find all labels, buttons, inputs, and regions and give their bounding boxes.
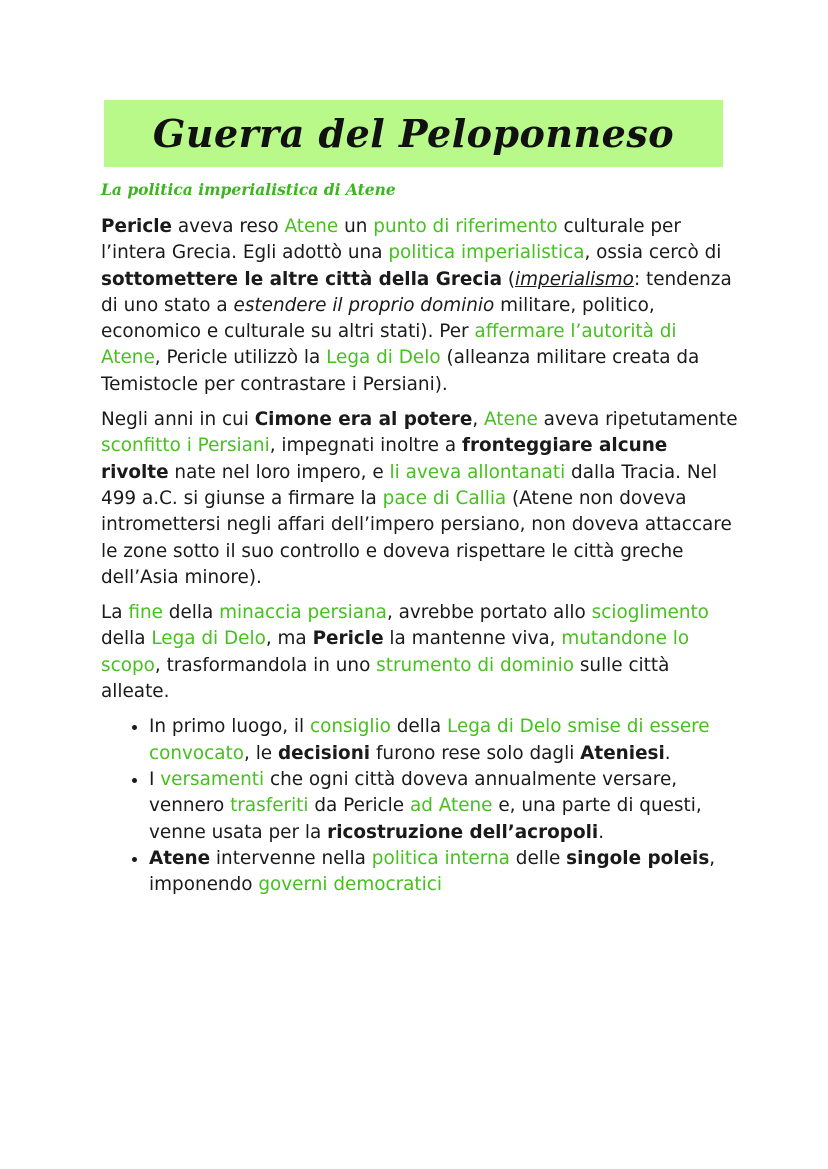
highlight-term: fine bbox=[128, 602, 163, 624]
definition-term: imperialismo bbox=[515, 268, 634, 290]
text-run: dalla Tracia. Nel 499 a.C. si giunse a firmare la bbox=[101, 461, 718, 509]
text-run: e, una parte di questi, venne usata per la bbox=[149, 795, 702, 843]
text-run: . bbox=[664, 742, 671, 764]
bold-term: fronteggiare alcune rivolte bbox=[101, 435, 668, 483]
text-run: un bbox=[338, 216, 374, 237]
bold-term: Atene bbox=[149, 847, 211, 869]
highlight-term: smise di essere convocato bbox=[149, 716, 710, 764]
page-title: Guerra del Peloponneso bbox=[152, 111, 675, 156]
text-run: culturale per l’intera Grecia. Egli adottò una bbox=[101, 216, 681, 264]
text-run: sulle città alleate. bbox=[101, 654, 670, 703]
text-run: , Pericle utilizzò la bbox=[154, 347, 327, 369]
text-run: , imponendo bbox=[149, 847, 716, 896]
text-run: , ma bbox=[265, 628, 313, 650]
text-run: delle bbox=[509, 847, 567, 869]
highlight-term: Lega di Delo bbox=[151, 628, 266, 650]
text-run: La bbox=[101, 602, 129, 624]
highlight-term: minaccia persiana bbox=[219, 602, 387, 624]
highlight-term: pace di Callia bbox=[382, 487, 507, 509]
italic-term: estendere il proprio dominio bbox=[233, 294, 495, 316]
bold-term: Ateniesi bbox=[580, 742, 665, 764]
text-run: (alleanza militare creata da Temistocle per contrastare i Persiani). bbox=[101, 347, 700, 395]
text-run: I bbox=[149, 768, 161, 790]
highlight-term: governi democratici bbox=[258, 874, 442, 896]
highlight-term: affermare l’autorità di Atene bbox=[101, 321, 677, 369]
highlight-term: consiglio bbox=[309, 716, 391, 738]
list-item bbox=[149, 767, 741, 846]
highlight-term: trasferiti bbox=[230, 795, 309, 817]
text-run: intervenne nella bbox=[210, 847, 372, 869]
text-run: , le bbox=[244, 742, 278, 764]
text-run: (Atene non doveva intromettersi negli affari dell’impero persiano, non doveva attaccare le zone sotto il suo controllo e doveva rispettare le città greche dell’Asia minore). bbox=[101, 487, 732, 588]
highlight-term: Lega di Delo bbox=[447, 716, 562, 738]
text-run: , bbox=[472, 409, 485, 431]
list-item bbox=[149, 714, 741, 767]
highlight-term: mutandone lo scopo bbox=[101, 628, 690, 676]
text-run: . bbox=[598, 821, 605, 843]
text-run: , avrebbe portato allo bbox=[386, 602, 592, 624]
text-run: militare, politico, economico e culturale su altri stati). Per bbox=[101, 294, 655, 343]
text-run: , trasformandola in uno bbox=[154, 654, 377, 676]
bold-term: decisioni bbox=[277, 742, 371, 764]
text-run: aveva ripetutamente bbox=[537, 409, 738, 431]
bullet-list bbox=[101, 714, 741, 898]
text-run: In primo luogo, il bbox=[149, 716, 310, 738]
text-run: Negli anni in cui bbox=[101, 409, 255, 431]
bold-term: Pericle bbox=[312, 628, 384, 650]
highlight-term: ad Atene bbox=[409, 795, 493, 817]
highlight-term: politica imperialistica bbox=[388, 242, 585, 264]
highlight-term: scioglimento bbox=[591, 602, 709, 624]
title-banner bbox=[104, 100, 723, 167]
text-run: ( bbox=[501, 268, 516, 290]
bold-term: Cimone era al potere bbox=[254, 409, 473, 431]
highlight-term: Atene bbox=[284, 216, 339, 237]
text-run: aveva reso bbox=[172, 216, 285, 237]
highlight-term: politica interna bbox=[371, 847, 510, 869]
text-run: della bbox=[162, 602, 220, 624]
paragraph-lega bbox=[101, 600, 741, 705]
list-item bbox=[149, 846, 741, 899]
text-run: della bbox=[390, 716, 448, 738]
highlight-term: sconfitto i Persiani bbox=[101, 435, 270, 457]
bold-term: ricostruzione dell’acropoli bbox=[327, 821, 599, 843]
bold-term: singole poleis bbox=[566, 847, 710, 869]
notes-body bbox=[101, 214, 741, 898]
text-run: della bbox=[101, 628, 152, 650]
paragraph-pericle bbox=[101, 214, 741, 398]
section-subtitle: La politica imperialistica di Atene bbox=[101, 180, 396, 199]
bold-term: sottomettere le altre città della Grecia bbox=[101, 268, 502, 290]
highlight-term: strumento di dominio bbox=[376, 654, 574, 676]
text-run: nate nel loro impero, e bbox=[168, 461, 390, 483]
paragraph-cimone bbox=[101, 407, 741, 591]
text-run: furono rese solo dagli bbox=[370, 742, 581, 764]
text-run: da Pericle bbox=[308, 795, 410, 817]
text-run: la mantenne viva, bbox=[383, 628, 562, 650]
highlight-term: punto di riferimento bbox=[373, 216, 558, 237]
highlight-term: Lega di Delo bbox=[326, 347, 441, 369]
highlight-term: Atene bbox=[484, 409, 538, 431]
highlight-term: li aveva allontanati bbox=[389, 461, 566, 483]
highlight-term: versamenti bbox=[160, 768, 265, 790]
text-run: che ogni città doveva annualmente versare, vennero bbox=[149, 768, 678, 817]
text-run: , ossia cercò di bbox=[584, 242, 722, 264]
text-run: : tendenza di uno stato a bbox=[101, 268, 732, 316]
text-run: , impegnati inoltre a bbox=[269, 435, 462, 457]
text-run: Pericle bbox=[101, 216, 173, 237]
